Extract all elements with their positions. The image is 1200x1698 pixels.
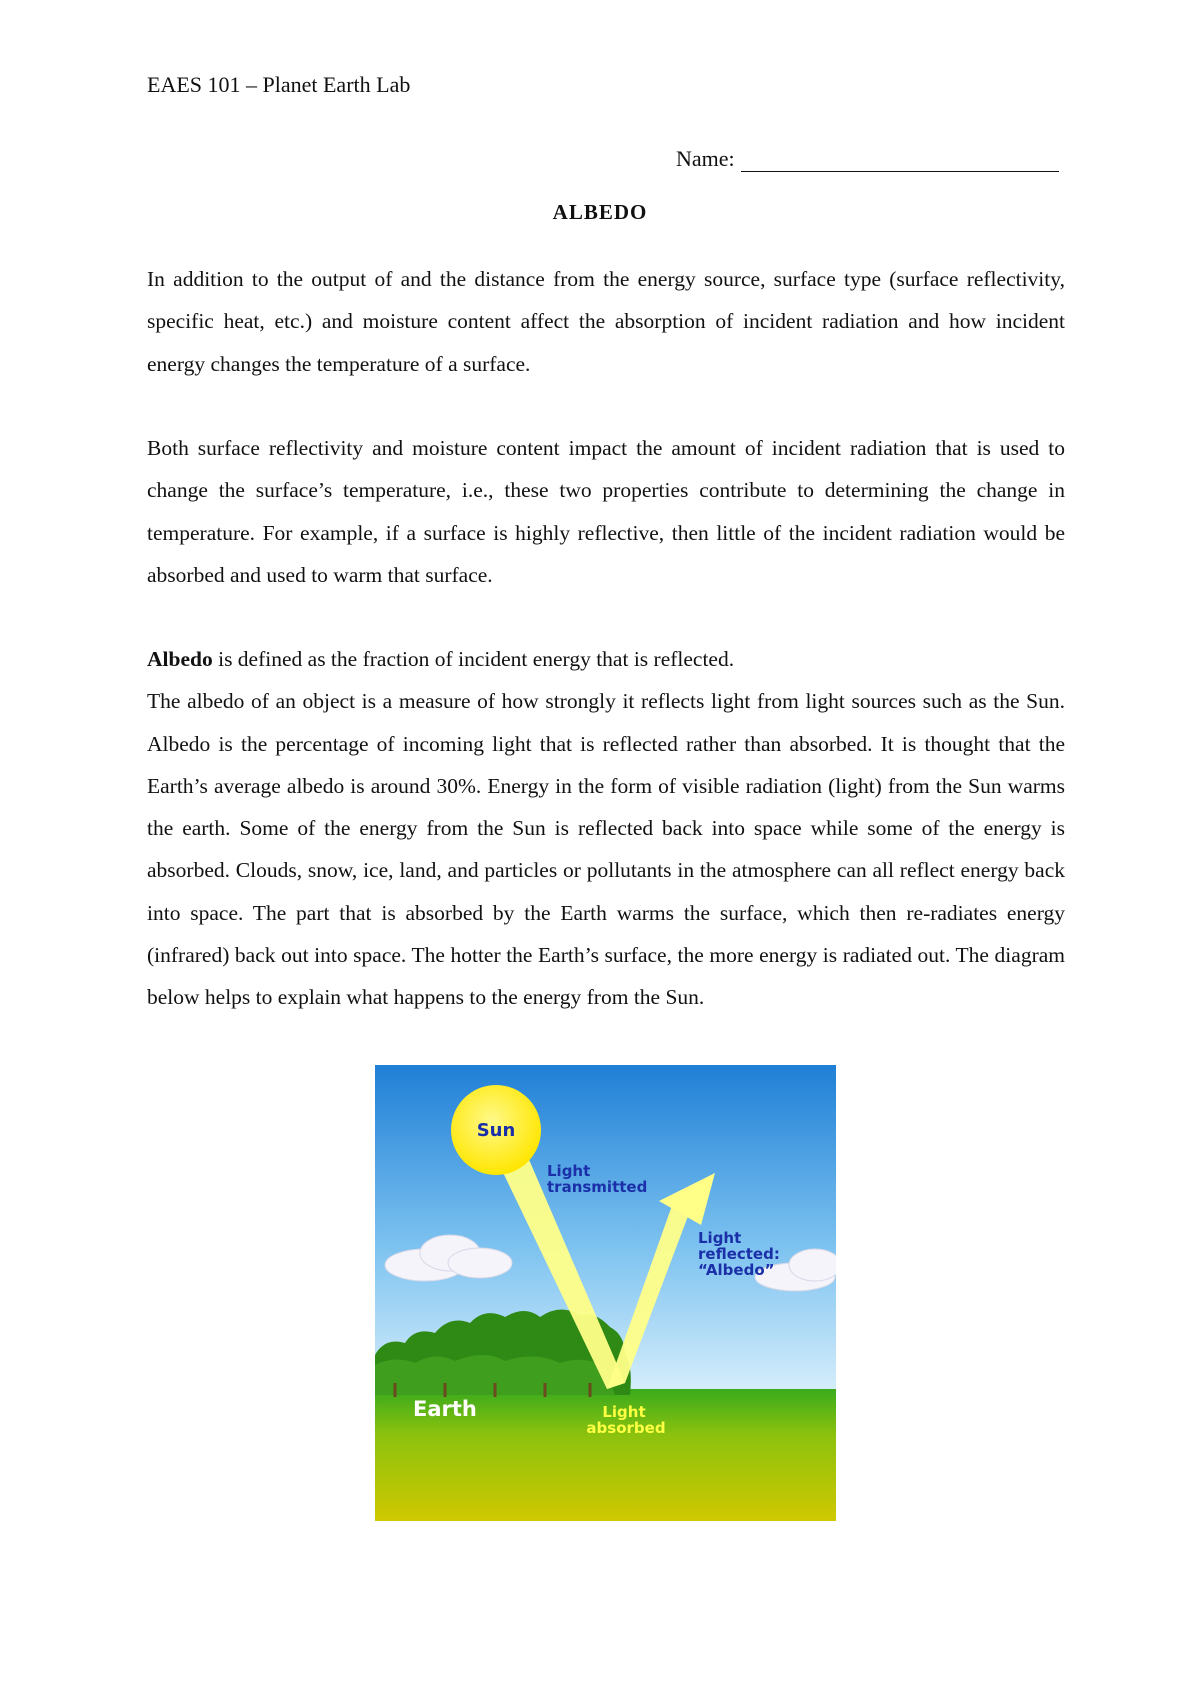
- name-label: Name:: [676, 146, 735, 171]
- albedo-definition: is defined as the fraction of incident energy that is reflected.: [212, 647, 735, 671]
- reflected-label-2: reflected:: [698, 1245, 780, 1263]
- transmitted-label-2: transmitted: [547, 1178, 648, 1196]
- albedo-diagram: [375, 1065, 836, 1521]
- name-field: [676, 146, 1059, 172]
- course-header: EAES 101 – Planet Earth Lab: [147, 72, 411, 97]
- reflected-label-1: Light: [698, 1229, 742, 1247]
- earth-label: Earth: [413, 1397, 477, 1421]
- absorbed-label-2: absorbed: [586, 1419, 666, 1437]
- albedo-explanation: The albedo of an object is a measure of how strongly it reflects light from light sources such as the Sun. Albedo is the percentage of incoming light that is reflected rather than absorbed. It is thought that the Earth’s average albedo is around 30%. Energy in the form of visible radiation (light) from the Sun warms the earth. Some of the energy from the Sun is reflected back into space while some of the energy is absorbed. Clouds, snow, ice, land, and particles or pollutants in the atmosphere can all reflect energy back into space. The part that is absorbed by the Earth warms the surface, which then re-radiates energy (infrared) back out into space. The hotter the Earth’s surface, the more energy is radiated out. The diagram below helps to explain what happens to the energy from the Sun.: [147, 689, 1065, 1010]
- albedo-term: Albedo: [147, 647, 213, 671]
- paragraph-intro: In addition to the output of and the distance from the energy source, surface type (surface reflectivity, specific heat, etc.) and moisture content affect the absorption of incident radiation and how incident energy changes the temperature of a surface.: [147, 267, 1065, 376]
- name-blank-line: [741, 149, 1059, 172]
- transmitted-label-1: Light: [547, 1162, 591, 1180]
- reflected-label-3: “Albedo”: [698, 1261, 775, 1279]
- absorbed-label-1: Light: [602, 1403, 646, 1421]
- page-title: ALBEDO: [552, 200, 648, 224]
- albedo-diagram-svg: [375, 1065, 836, 1521]
- paragraph-reflectivity: Both surface reflectivity and moisture content impact the amount of incident radiation that is used to change the surface’s temperature, i.e., these two properties contribute to determining the change in temperature. For example, if a surface is highly reflective, then little of the incident radiation would be absorbed and used to warm that surface.: [147, 436, 1065, 587]
- paragraph-albedo: [147, 638, 1065, 1019]
- sun-label: Sun: [476, 1120, 516, 1141]
